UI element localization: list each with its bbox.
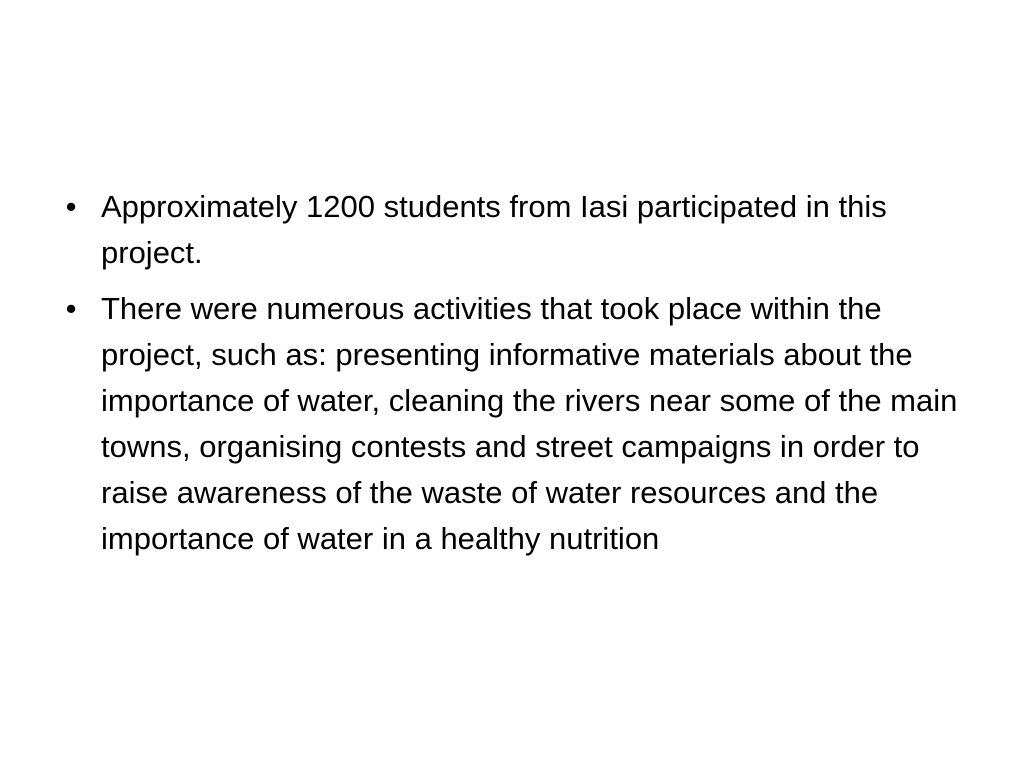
bullet-list <box>56 184 966 562</box>
bullet-item-participants <box>56 184 966 276</box>
slide-body <box>56 184 966 572</box>
bullet-text: There were numerous activities that took place within the project, such as: presenting informative materials about the importance of water, cleaning the rivers near some of the main towns, organising contests and street campaigns in order to raise awareness of the waste of water resources and the importance of water in a healthy nutrition <box>101 291 958 556</box>
bullet-marker: • <box>65 189 77 224</box>
bullet-marker: • <box>65 291 77 326</box>
bullet-item-activities <box>56 286 966 562</box>
bullet-text: Approximately 1200 students from Iasi participated in this project. <box>101 189 887 270</box>
